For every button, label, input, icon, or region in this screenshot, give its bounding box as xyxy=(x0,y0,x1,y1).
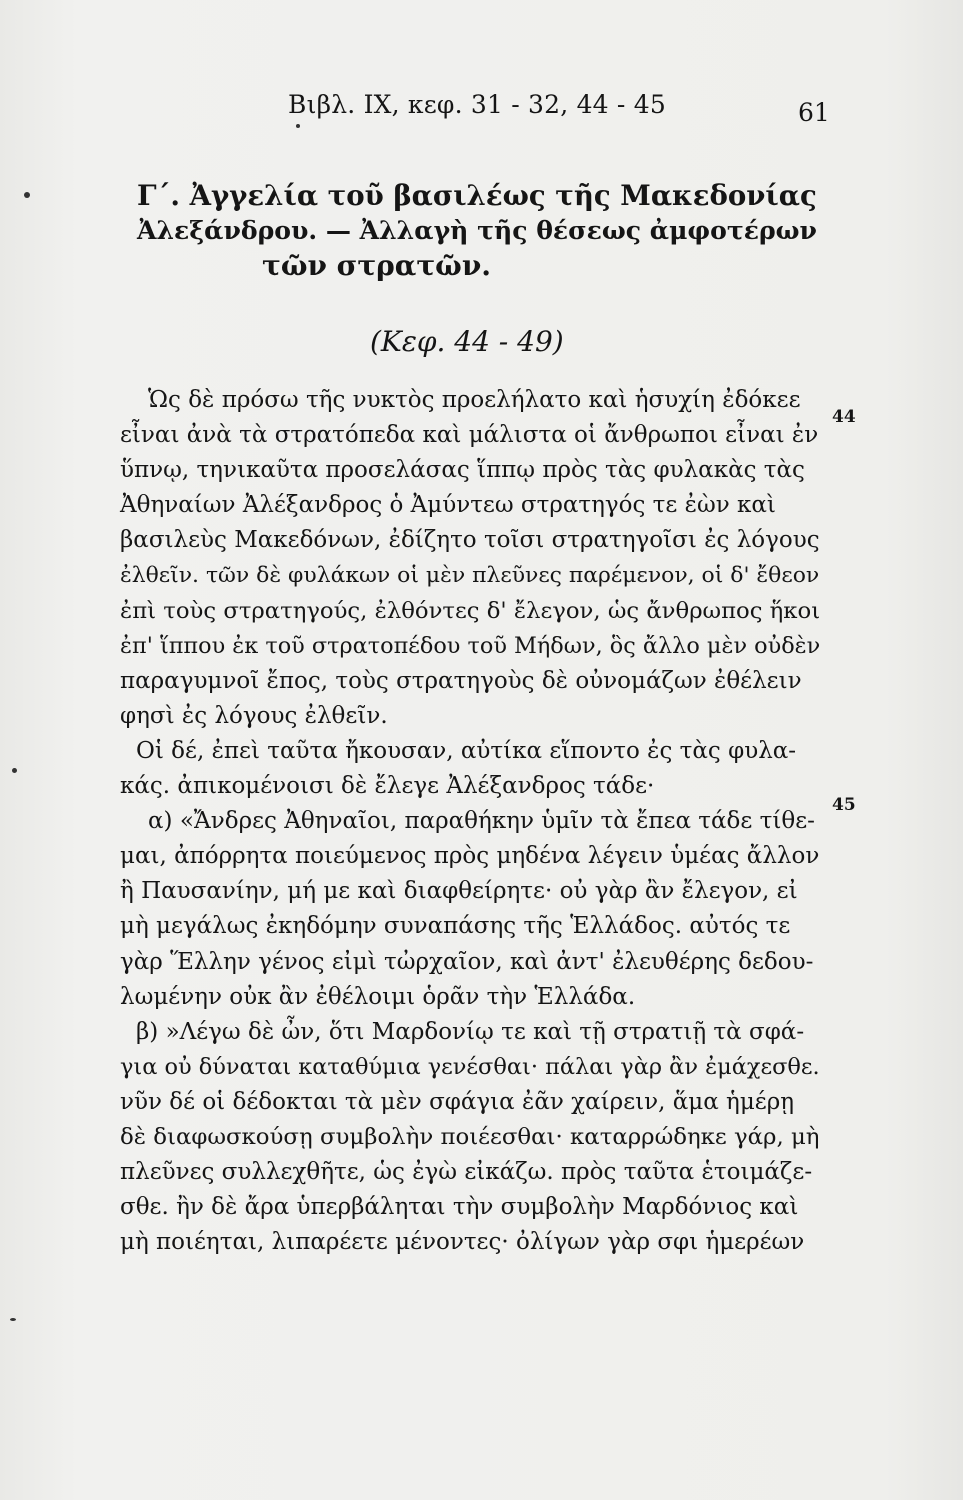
text-line: μὴ ποιέηται, λιπαρέετε μένοντες· ὀλίγων γὰρ σφι ἡμερέων xyxy=(120,1229,805,1256)
text-line: παραγυμνοῖ ἔπος, τοὺς στρατηγοὺς δὲ οὐνομάζων ἐθέλειν xyxy=(120,667,802,694)
text-line: Ἀθηναίων Ἀλέξανδρος ὁ Ἀμύντεω στρατηγός τε ἐὼν καὶ xyxy=(120,492,776,519)
text-line: νῦν δέ οἱ δέδοκται τὰ μὲν σφάγια ἐᾶν χαίρειν, ἅμα ἡμέρῃ xyxy=(120,1088,794,1115)
text-line: βασιλεὺς Μακεδόνων, ἐδίζητο τοῖσι στρατηγοῖσι ἐς λόγους xyxy=(120,527,820,554)
text-line: δὲ διαφωσκούσῃ συμβολὴν ποιέεσθαι· καταρρώδηκε γάρ, μὴ xyxy=(120,1123,820,1150)
page-header xyxy=(0,90,963,130)
section-title-line: Γ΄. Ἀγγελία τοῦ βασιλέως τῆς Μακεδονίας xyxy=(137,179,817,212)
paper-speck xyxy=(12,768,17,773)
text-line: α) «Ἄνδρες Ἀθηναῖοι, παραθήκην ὑμῖν τὰ ἔπεα τάδε τίθε- xyxy=(148,808,815,835)
margin-number: 44 xyxy=(832,407,856,427)
text-line: γὰρ Ἕλλην γένος εἰμὶ τὠρχαῖον, καὶ ἀντ' ἐλευθέρης δεδου- xyxy=(120,948,814,975)
section-title xyxy=(137,178,817,283)
text-line: εἶναι ἀνὰ τὰ στρατόπεδα καὶ μάλιστα οἱ ἄνθρωποι εἶναι ἐν xyxy=(120,422,819,449)
text-line: μὴ μεγάλως ἐκηδόμην συναπάσης τῆς Ἑλλάδος. αὐτός τε xyxy=(120,913,791,940)
text-line: ἢ Παυσανίην, μή με καὶ διαφθείρητε· οὐ γὰρ ἂν ἔλεγον, εἰ xyxy=(120,878,798,905)
text-line: φησὶ ἐς λόγους ἐλθεῖν. xyxy=(120,702,388,729)
text-line: Οἱ δέ, ἐπεὶ ταῦτα ἤκουσαν, αὐτίκα εἵποντο ἐς τὰς φυλα- xyxy=(136,737,797,764)
section-title-line: τῶν στρατῶν. xyxy=(262,249,492,282)
paper-speck xyxy=(296,124,300,128)
paper-speck xyxy=(24,192,30,198)
section-title-line: Ἀλεξάνδρου. — Ἀλλαγὴ τῆς θέσεως ἀμφοτέρων xyxy=(137,215,817,245)
text-line: Ὡς δὲ πρόσω τῆς νυκτὸς προελήλατο καὶ ἡσυχίη ἐδόκεε xyxy=(148,387,801,413)
body-text xyxy=(120,383,820,1260)
paper-speck xyxy=(10,1318,16,1321)
text-line: κάς. ἀπικομένοισι δὲ ἔλεγε Ἀλέξανδρος τάδε· xyxy=(120,773,655,800)
page-number: 61 xyxy=(798,98,830,127)
text-line: ἐπὶ τοὺς στρατηγούς, ἐλθόντες δ' ἔλεγον, ὡς ἄνθρωπος ἥκοι xyxy=(120,597,821,624)
text-line: ἐλθεῖν. τῶν δὲ φυλάκων οἱ μὲν πλεῦνες παρέμενον, οἱ δ' ἔθεον xyxy=(120,563,820,589)
text-line: πλεῦνες συλλεχθῆτε, ὡς ἐγὼ εἰκάζω. πρὸς ταῦτα ἑτοιμάζε- xyxy=(120,1159,813,1186)
text-line: σθε. ἢν δὲ ἄρα ὑπερβάληται τὴν συμβολὴν Μαρδόνιος καὶ xyxy=(120,1194,799,1221)
margin-number: 45 xyxy=(832,795,856,815)
text-line: ὕπνῳ, τηνικαῦτα προσελάσας ἵππῳ πρὸς τὰς φυλακὰς τὰς xyxy=(120,457,805,484)
text-line: μαι, ἀπόρρητα ποιεύμενος πρὸς μηδένα λέγειν ὑμέας ἄλλον xyxy=(120,843,820,870)
chapter-reference: (Κεφ. 44 - 49) xyxy=(370,325,564,358)
text-line: για οὐ δύναται καταθύμια γενέσθαι· πάλαι γὰρ ἂν ἐμάχεσθε. xyxy=(120,1053,820,1080)
text-line: ἐπ' ἵππου ἐκ τοῦ στρατοπέδου τοῦ Μήδων, ὃς ἄλλο μὲν οὐδὲν xyxy=(120,632,821,659)
text-line: λωμένην οὐκ ἂν ἐθέλοιμι ὁρᾶν τὴν Ἑλλάδα. xyxy=(120,983,636,1010)
text-line: β) »Λέγω δὲ ὦν, ὅτι Μαρδονίῳ τε καὶ τῇ στρατιῇ τὰ σφά- xyxy=(136,1018,805,1045)
running-head: Βιβλ. IX, κεφ. 31 - 32, 44 - 45 xyxy=(288,90,666,119)
